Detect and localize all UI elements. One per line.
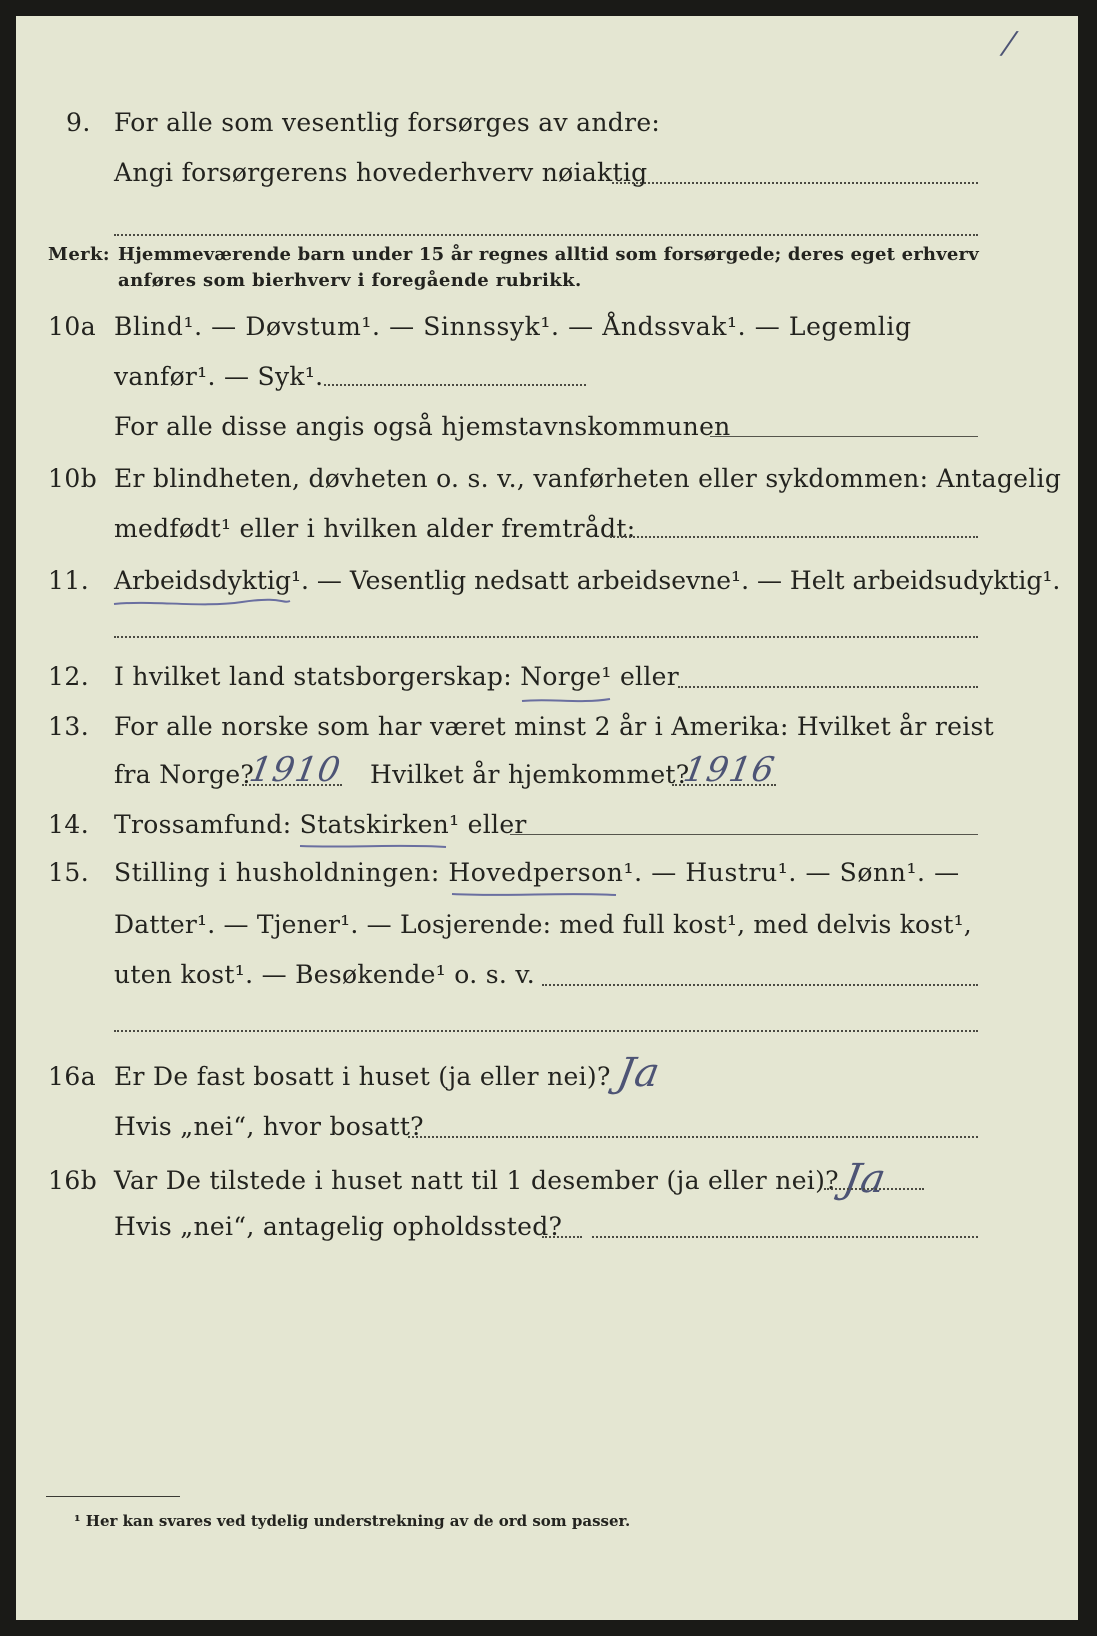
footnote: ¹ Her kan svares ved tydelig understrekning av de ord som passer. bbox=[74, 1512, 631, 1530]
handwritten-underline bbox=[450, 890, 618, 900]
question-16b bbox=[16, 1156, 1078, 1206]
question-10a bbox=[16, 312, 1078, 352]
answer-tilstede: Ja bbox=[839, 1156, 890, 1202]
question-number: 13. bbox=[48, 712, 90, 741]
question-16a bbox=[16, 1050, 1078, 1102]
handwritten-underline bbox=[520, 696, 612, 706]
question-text: fra Norge? bbox=[114, 760, 255, 789]
census-form-page bbox=[16, 16, 1078, 1620]
question-14 bbox=[16, 810, 1078, 850]
question-text: For alle disse angis også hjemstavnskommunen bbox=[114, 412, 731, 441]
note-text: anføres som bierhverv i foregående rubrikk. bbox=[118, 270, 582, 291]
question-text: Hvis „nei“, hvor bosatt? bbox=[114, 1112, 424, 1141]
question-text: Var De tilstede i huset natt til 1 desember (ja eller nei)? bbox=[114, 1166, 839, 1195]
answer-line[interactable] bbox=[678, 686, 978, 688]
answer-line[interactable] bbox=[592, 1236, 978, 1238]
question-text: Trossamfund: Statskirken¹ eller bbox=[114, 810, 527, 839]
question-number: 16a bbox=[48, 1062, 97, 1091]
handwritten-underline bbox=[298, 842, 448, 852]
question-text: Er blindheten, døvheten o. s. v., vanførheten eller sykdommen: Antagelig bbox=[114, 464, 1062, 493]
question-text: vanfør¹. — Syk¹. bbox=[114, 362, 324, 391]
question-15-line-2 bbox=[16, 910, 1078, 950]
question-text: Angi forsørgerens hovederhverv nøiaktig bbox=[114, 158, 648, 187]
answer-line[interactable] bbox=[114, 1030, 978, 1032]
answer-bosatt: Ja bbox=[613, 1050, 664, 1096]
question-13 bbox=[16, 712, 1078, 752]
question-text: I hvilket land statsborgerskap: Norge¹ eller bbox=[114, 662, 679, 691]
question-number: 15. bbox=[48, 858, 90, 887]
question-16a-line-2 bbox=[16, 1112, 1078, 1152]
corner-mark: / bbox=[1000, 26, 1019, 61]
answer-line[interactable] bbox=[408, 1136, 978, 1138]
note-text: Hjemmeværende barn under 15 år regnes alltid som forsørgede; deres eget erhverv bbox=[118, 244, 979, 265]
question-number: 14. bbox=[48, 810, 90, 839]
note-merk-line-2 bbox=[16, 270, 1078, 310]
answer-line[interactable] bbox=[672, 784, 776, 786]
question-11 bbox=[16, 566, 1078, 606]
question-text: medfødt¹ eller i hvilken alder fremtrådt: bbox=[114, 514, 636, 543]
question-15 bbox=[16, 858, 1078, 898]
answer-line[interactable] bbox=[612, 182, 978, 184]
question-text: Hvis „nei“, antagelig opholdssted? bbox=[114, 1212, 563, 1241]
question-text: Arbeidsdyktig¹. — Vesentlig nedsatt arbeidsevne¹. — Helt arbeidsudyktig¹. bbox=[114, 566, 1061, 595]
note-label: Merk: bbox=[48, 244, 110, 265]
question-number: 10b bbox=[48, 464, 98, 493]
question-13-line-2 bbox=[16, 750, 1078, 800]
question-10b bbox=[16, 464, 1078, 504]
answer-line[interactable] bbox=[542, 1236, 582, 1238]
answer-line[interactable] bbox=[324, 384, 586, 386]
question-text: uten kost¹. — Besøkende¹ o. s. v. bbox=[114, 960, 536, 989]
answer-line[interactable] bbox=[542, 984, 978, 986]
answer-year-reist: 1910 bbox=[246, 750, 345, 790]
footnote-rule bbox=[46, 1496, 180, 1497]
answer-year-hjem: 1916 bbox=[680, 750, 779, 790]
question-10a-line-2 bbox=[16, 362, 1078, 402]
question-text: Datter¹. — Tjener¹. — Losjerende: med full kost¹, med delvis kost¹, bbox=[114, 910, 972, 939]
answer-line[interactable] bbox=[610, 536, 978, 538]
question-9-line-2 bbox=[16, 158, 1078, 198]
question-10b-line-2 bbox=[16, 514, 1078, 554]
question-16b-line-2 bbox=[16, 1212, 1078, 1252]
question-number: 11. bbox=[48, 566, 90, 595]
question-12 bbox=[16, 662, 1078, 702]
question-text: Blind¹. — Døvstum¹. — Sinnssyk¹. — Åndssvak¹. — Legemlig bbox=[114, 312, 912, 341]
question-number: 12. bbox=[48, 662, 90, 691]
question-10a-line-3 bbox=[16, 412, 1078, 452]
question-15-line-3 bbox=[16, 960, 1078, 1000]
question-9 bbox=[16, 108, 1078, 148]
answer-line[interactable] bbox=[824, 1188, 924, 1190]
answer-line[interactable] bbox=[510, 834, 978, 835]
question-text: For alle som vesentlig forsørges av andre: bbox=[114, 108, 661, 137]
question-text: Er De fast bosatt i huset (ja eller nei)? bbox=[114, 1062, 611, 1091]
question-text: For alle norske som har været minst 2 år i Amerika: Hvilket år reist bbox=[114, 712, 995, 741]
question-number: 16b bbox=[48, 1166, 98, 1195]
answer-line[interactable] bbox=[114, 636, 978, 638]
question-text: Stilling i husholdningen: Hovedperson¹. — Hustru¹. — Sønn¹. — bbox=[114, 858, 960, 887]
question-text: Hvilket år hjemkommet? bbox=[370, 760, 690, 789]
answer-line[interactable] bbox=[242, 784, 342, 786]
question-number: 10a bbox=[48, 312, 97, 341]
handwritten-underline bbox=[112, 598, 292, 610]
question-number: 9. bbox=[66, 108, 91, 137]
answer-line[interactable] bbox=[710, 436, 978, 437]
answer-line[interactable] bbox=[114, 234, 978, 236]
